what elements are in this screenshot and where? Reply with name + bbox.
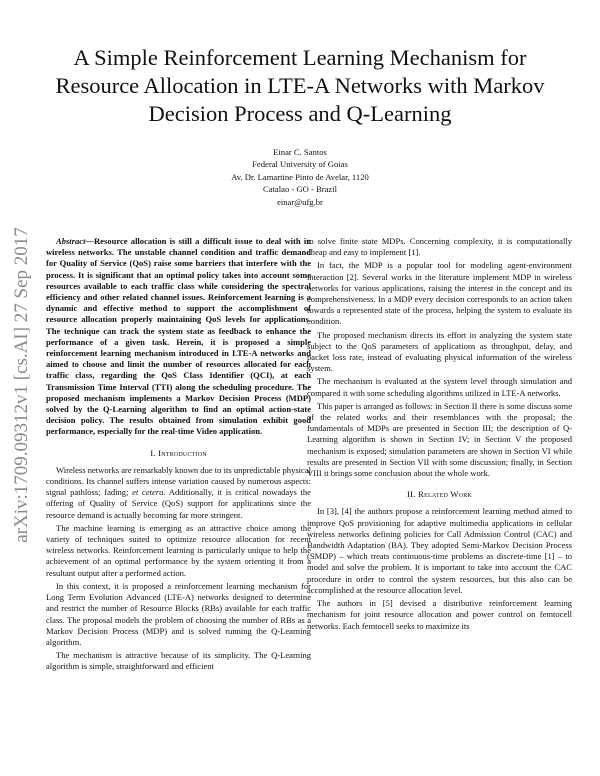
paragraph: The proposed mechanism directs its effort in analyzing the system state subject to the QoS parameters of applications as throughput, delay, and packet loss rate, instead of evaluating physical information of the wireless system. (307, 329, 572, 374)
author-name: Einar C. Santos (273, 147, 327, 157)
right-column (307, 236, 572, 634)
paragraph: The authors in [5] devised a distributive reinforcement learning mechanism for joint resource allocation and power control on femtocell networks. Each femtocell seeks to maximize its (307, 598, 572, 631)
arxiv-sidebar (6, 220, 38, 550)
paragraph: In fact, the MDP is a popular tool for modeling agent-environment interaction [2]. Several works in the literature implement MDP in wireless networks for various applications, raising the interest in the concept and its comprehensiveness. In a MDP every decision corresponds to an action taken towards a represented state of the process, helping the system to evaluate its condition. (307, 260, 572, 327)
section-heading-introduction: I. Introduction (150, 447, 207, 458)
author-city: Catalao - GO - Brazil (263, 184, 337, 195)
paragraph: Wireless networks are remarkably known due to its unpredictable physical conditions. Its channel suffers intense variation caused by numerous aspects: signal pathloss; fading; et cetera. Additionally, it is critical nowadays the offering of Quality of Service (QoS) support for applications since the resource demand is actually becoming far more stringent. (46, 464, 311, 520)
author-email: einar@ufg.br (277, 196, 323, 207)
paragraph: to solve finite state MDPs. Concerning complexity, it is computationally cheap and easy to implement [1]. (307, 236, 572, 258)
abstract-lead: Abstract (56, 236, 86, 246)
paragraph: In [3], [4] the authors propose a reinforcement learning method aimed to improve QoS provisioning for adaptive multimedia applications in cellular wireless networks defining policies for Call Admission Control (CAC) and Bandwidth Adaptation (BA). They adopted Semi-Markov Decision Process (SMDP) – which treats continuous-time problems as discrete-time [1] – to model and solve the problem. It is important to take into account the CAC procedure in order to control the system resources, but this also can be accomplished at the resource allocation level. (307, 506, 572, 595)
left-column (46, 236, 311, 675)
paragraph: This paper is arranged as follows: in Section II there is some discuss some of the related works and their resemblances with the proposal; the fundamentals of MDPs are presented in Section III; the description of Q-Learning algorithm is shown in Section IV; in Section V the proposed mechanism is exposed; simulation parameters are shown in Section VI while results are presented in Section VII with some discussion; finally, in Section VIII it brings some conclusion about the whole work. (307, 400, 572, 479)
author-street: Av. Dr. Lamartine Pinto de Avelar, 1120 (231, 171, 369, 182)
paragraph: The mechanism is attractive because of its simplicity. The Q-Learning algorithm is simple, straightforward and efficient (46, 650, 311, 672)
author-affiliation: Federal University of Goias (252, 159, 348, 170)
emphasis: et cetera (132, 487, 164, 498)
arxiv-identifier: arXiv:1709.09312v1 [cs.AI] 27 Sep 2017 (11, 227, 33, 543)
abstract-text: —Resource allocation is still a difficult issue to deal with in wireless networks. The unstable channel condition and traffic demand for Quality of Service (QoS) raise some barriers that interfere with the process. It is significant that an optimal policy takes into account some resources available to each traffic class while considering the spectral efficiency and other related channel issues. Reinforcement learning is a dynamic and effective method to support the accomplishment of resource allocation properly maintaining QoS levels for applications. The technique can track the system state as feedback to enhance the performance of a given task. Herein, it is proposed a simple reinforcement learning mechanism introduced in LTE-A networks and aimed to choose and limit the number of resources allocated for each traffic class, regarding the QoS Class Identifier (QCI), at each Transmission Time Interval (TTI) along the scheduling procedure. The proposed mechanism implements a Markov Decision Process (MDP) solved by the Q-Learning algorithm to find an optimal action-state decision policy. The results obtained from simulation exhibit good performance, especially for the real-time Video application. (46, 236, 311, 437)
section-heading-related-work: II. Related Work (407, 489, 472, 500)
author-block (150, 146, 450, 208)
paper-title: A Simple Reinforcement Learning Mechanism for Resource Allocation in LTE-A Networks with Markov Decision Process and Q-Learning (55, 45, 545, 126)
paragraph: In this context, it is proposed a reinforcement learning mechanism for Long Term Evolution Advanced (LTE-A) networks designed to determine and restrict the number of Resource Blocks (RBs) available for each traffic class. The proposal models the problem of choosing the number of RBs as a Markov Decision Process (MDP) and is solved running the Q-Learning algorithm. (46, 580, 311, 647)
paragraph: The machine learning is emerging as an attractive choice among the variety of techniques suited to optimize resource allocation for recent wireless networks. Reinforcement learning is particularly unique to help the achievement of an optimal performance by the system orienting it from a resultant output after a performed action. (46, 522, 311, 578)
abstract (46, 236, 311, 438)
paragraph: The mechanism is evaluated at the system level through simulation and compared it with some scheduling algorithms utilized in LTE-A networks. (307, 376, 572, 398)
